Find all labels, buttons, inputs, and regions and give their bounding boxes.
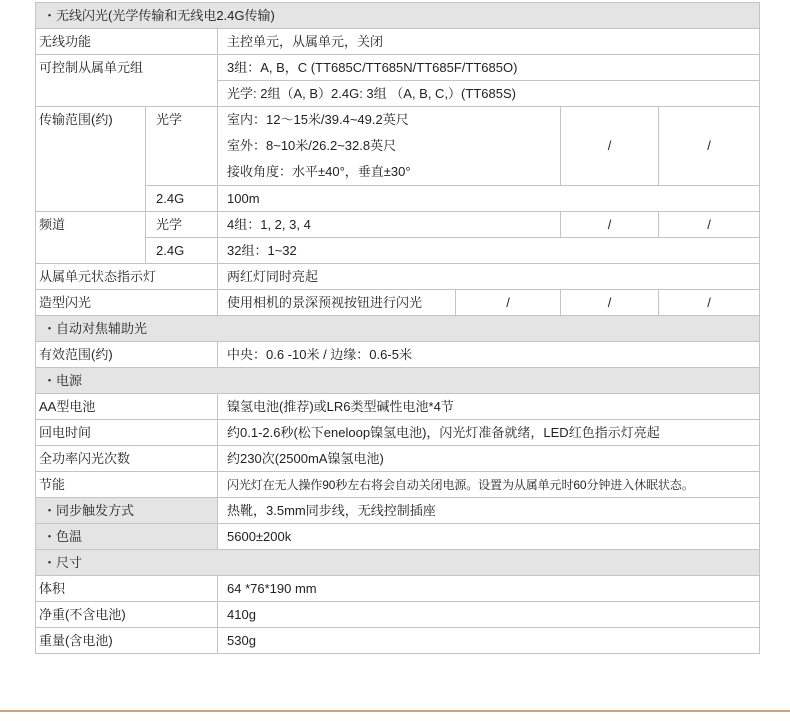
label-modeling: 造型闪光 (36, 290, 218, 316)
row-af-range (36, 342, 760, 368)
value-range-optical (218, 107, 561, 186)
label-channel: 频道 (36, 212, 146, 264)
label-recycle: 回电时间 (36, 420, 218, 446)
row-recycle (36, 420, 760, 446)
label-wireless-function: 无线功能 (36, 29, 218, 55)
value-volume: 64 *76*190 mm (218, 576, 760, 602)
value-groups-2: 光学: 2组（A, B）2.4G: 3组 （A, B, C,）(TT685S) (218, 81, 760, 107)
label-net-weight: 净重(不含电池) (36, 602, 218, 628)
label-weight: 重量(含电池) (36, 628, 218, 654)
value-channel-optical: 4组：1, 2, 3, 4 (218, 212, 561, 238)
range-slash-2: / (659, 107, 760, 186)
label-power-save: 节能 (36, 472, 218, 498)
value-range-radio: 100m (218, 186, 760, 212)
section-title-size: ・尺寸 (36, 550, 760, 576)
channel-slash-1: / (561, 212, 659, 238)
value-aa-battery: 镍氢电池(推荐)或LR6类型碱性电池*4节 (218, 394, 760, 420)
value-groups-1: 3组：A, B，C (TT685C/TT685N/TT685F/TT685O) (218, 55, 760, 81)
channel-slash-2: / (659, 212, 760, 238)
label-channel-optical: 光学 (146, 212, 218, 238)
label-slave-indicator: 从属单元状态指示灯 (36, 264, 218, 290)
label-volume: 体积 (36, 576, 218, 602)
row-power-save (36, 472, 760, 498)
row-groups-1 (36, 55, 760, 81)
label-groups: 可控制从属单元组 (36, 55, 218, 107)
value-channel-radio: 32组：1~32 (218, 238, 760, 264)
row-aa-battery (36, 394, 760, 420)
label-range-optical: 光学 (146, 107, 218, 186)
label-channel-radio: 2.4G (146, 238, 218, 264)
row-color-temp (36, 524, 760, 550)
range-indoor: 室内：12～15米/39.4~49.2英尺 (227, 112, 409, 127)
row-range-optical (36, 107, 760, 186)
section-title-color-temp: ・色温 (36, 524, 218, 550)
section-size (36, 550, 760, 576)
range-angle: 接收角度：水平±40°，垂直±30° (227, 164, 411, 179)
row-slave-indicator (36, 264, 760, 290)
value-color-temp: 5600±200k (218, 524, 760, 550)
row-modeling (36, 290, 760, 316)
section-wireless (36, 3, 760, 29)
value-recycle: 约0.1-2.6秒(松下eneloop镍氢电池)，闪光灯准备就绪，LED红色指示灯亮起 (218, 420, 760, 446)
label-range: 传输范围(约) (36, 107, 146, 212)
label-full-flashes: 全功率闪光次数 (36, 446, 218, 472)
section-title-wireless: ・无线闪光(光学传输和无线电2.4G传输) (36, 3, 760, 29)
section-title-sync: ・同步触发方式 (36, 498, 218, 524)
modeling-slash-2: / (561, 290, 659, 316)
value-af-range: 中央：0.6 -10米 / 边缘：0.6-5米 (218, 342, 760, 368)
section-title-power: ・电源 (36, 368, 760, 394)
row-volume (36, 576, 760, 602)
modeling-slash-3: / (659, 290, 760, 316)
section-power (36, 368, 760, 394)
label-aa-battery: AA型电池 (36, 394, 218, 420)
value-full-flashes: 约230次(2500mA镍氢电池) (218, 446, 760, 472)
value-weight: 530g (218, 628, 760, 654)
spec-table (35, 2, 760, 654)
value-slave-indicator: 两红灯同时亮起 (218, 264, 760, 290)
bottom-divider (0, 710, 790, 712)
value-net-weight: 410g (218, 602, 760, 628)
value-wireless-function: 主控单元，从属单元，关闭 (218, 29, 760, 55)
row-channel-optical (36, 212, 760, 238)
section-af-assist (36, 316, 760, 342)
label-af-range: 有效范围(约) (36, 342, 218, 368)
row-net-weight (36, 602, 760, 628)
value-sync: 热靴，3.5mm同步线，无线控制插座 (218, 498, 760, 524)
modeling-slash-1: / (456, 290, 561, 316)
section-title-af-assist: ・自动对焦辅助光 (36, 316, 760, 342)
range-slash-1: / (561, 107, 659, 186)
value-modeling: 使用相机的景深预视按钮进行闪光 (218, 290, 456, 316)
row-wireless-function (36, 29, 760, 55)
label-range-radio: 2.4G (146, 186, 218, 212)
row-full-flashes (36, 446, 760, 472)
range-outdoor: 室外：8~10米/26.2~32.8英尺 (227, 138, 397, 153)
value-power-save: 闪光灯在无人操作90秒左右将会自动关闭电源。设置为从属单元时60分钟进入休眠状态。 (218, 472, 760, 498)
row-sync (36, 498, 760, 524)
row-weight (36, 628, 760, 654)
